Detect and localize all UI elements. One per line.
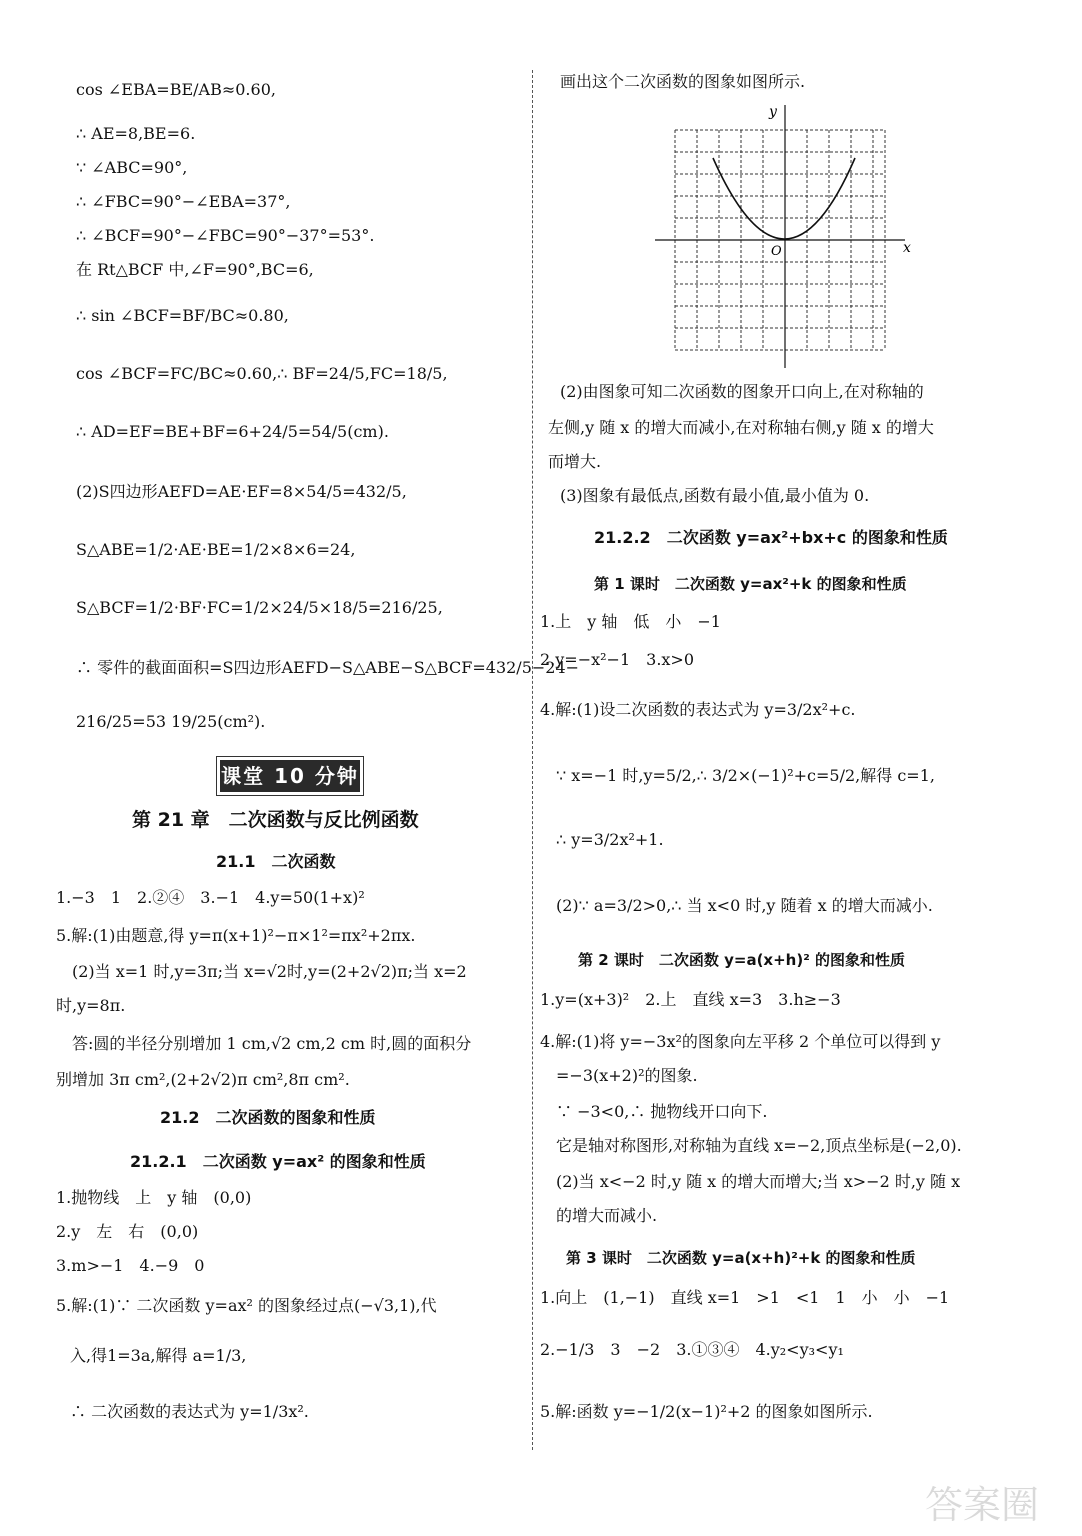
section-21-2-2: 21.2.2 二次函数 y=ax²+bx+c 的图象和性质 <box>594 528 948 547</box>
left-line-12: S△BCF=1/2·BF·FC=1/2×24/5×18/5=216/25, <box>76 598 443 617</box>
lesson-2-title: 第 2 课时 二次函数 y=a(x+h)² 的图象和性质 <box>578 951 905 969</box>
chapter-title: 第 21 章 二次函数与反比例函数 <box>132 809 419 831</box>
k3-line-2: 2.−1/3 3 −2 3.①③④ 4.y₂<y₃<y₁ <box>540 1340 844 1359</box>
k2-line-4: ∵ −3<0,∴ 抛物线开口向下. <box>556 1102 768 1121</box>
column-divider <box>532 70 533 1450</box>
left-line-8: cos ∠BCF=FC/BC≈0.60,∴ BF=24/5,FC=18/5, <box>76 364 448 383</box>
s2121-line-2: 2.y 左 右 (0,0) <box>56 1222 199 1241</box>
left-line-1: cos ∠EBA=BE/AB≈0.60, <box>76 80 276 99</box>
k3-line-1: 1.向上 (1,−1) 直线 x=1 >1 <1 1 小 小 −1 <box>540 1288 950 1307</box>
left-line-11: S△ABE=1/2·AE·BE=1/2×8×6=24, <box>76 540 356 559</box>
right-mid-2: 左侧,y 随 x 的增大而减小,在对称轴右侧,y 随 x 的增大 <box>548 418 934 437</box>
k2-line-6: (2)当 x<−2 时,y 随 x 的增大而增大;当 x>−2 时,y 随 x <box>556 1172 961 1191</box>
lesson-1-title: 第 1 课时 二次函数 y=ax²+k 的图象和性质 <box>594 575 907 593</box>
left-line-6: 在 Rt△BCF 中,∠F=90°,BC=6, <box>76 260 314 279</box>
y-axis-label: y <box>769 104 777 120</box>
right-mid-3: 而增大. <box>548 452 602 471</box>
watermark-logo: 答案圈 <box>925 1483 1040 1527</box>
s211-line-4: 时,y=8π. <box>56 996 126 1015</box>
left-line-10: (2)S四边形AEFD=AE·EF=8×54/5=432/5, <box>76 482 407 501</box>
s2121-line-1: 1.抛物线 上 y 轴 (0,0) <box>56 1188 252 1207</box>
k1-line-2: 2.y=−x²−1 3.x>0 <box>540 650 695 669</box>
s2121-line-6: ∴ 二次函数的表达式为 y=1/3x². <box>70 1402 309 1421</box>
section-21-1: 21.1 二次函数 <box>216 852 336 871</box>
left-line-3: ∵ ∠ABC=90°, <box>76 158 188 177</box>
section-banner: 课堂 10 分钟 <box>220 760 360 792</box>
left-line-9: ∴ AD=EF=BE+BF=6+24/5=54/5(cm). <box>76 422 389 441</box>
section-21-2: 21.2 二次函数的图象和性质 <box>160 1108 376 1127</box>
k2-line-2: 4.解:(1)将 y=−3x²的图象向左平移 2 个单位可以得到 y <box>540 1032 941 1051</box>
left-line-2: ∴ AE=8,BE=6. <box>76 124 196 143</box>
left-line-5: ∴ ∠BCF=90°−∠FBC=90°−37°=53°. <box>76 226 375 245</box>
section-21-2-1: 21.2.1 二次函数 y=ax² 的图象和性质 <box>130 1152 426 1171</box>
k2-line-7: 的增大而减小. <box>556 1206 658 1225</box>
right-mid-1: (2)由图象可知二次函数的图象开口向上,在对称轴的 <box>560 382 924 401</box>
k2-line-3: =−3(x+2)²的图象. <box>556 1066 698 1085</box>
left-line-4: ∴ ∠FBC=90°−∠EBA=37°, <box>76 192 291 211</box>
k1-line-1: 1.上 y 轴 低 小 −1 <box>540 612 721 631</box>
k3-line-3: 5.解:函数 y=−1/2(x−1)²+2 的图象如图所示. <box>540 1402 873 1421</box>
s211-line-3: (2)当 x=1 时,y=3π;当 x=√2时,y=(2+2√2)π;当 x=2 <box>72 962 467 981</box>
left-line-7: ∴ sin ∠BCF=BF/BC≈0.80, <box>76 306 289 325</box>
right-mid-4: (3)图象有最低点,函数有最小值,最小值为 0. <box>560 486 870 505</box>
k1-line-6: (2)∵ a=3/2>0,∴ 当 x<0 时,y 随着 x 的增大而减小. <box>556 896 933 915</box>
parabola-graph <box>655 100 925 370</box>
s211-line-5: 答:圆的半径分别增加 1 cm,√2 cm,2 cm 时,圆的面积分 <box>72 1034 472 1053</box>
s2121-line-3: 3.m>−1 4.−9 0 <box>56 1256 205 1275</box>
lesson-3-title: 第 3 课时 二次函数 y=a(x+h)²+k 的图象和性质 <box>566 1249 916 1267</box>
s211-line-2: 5.解:(1)由题意,得 y=π(x+1)²−π×1²=πx²+2πx. <box>56 926 416 945</box>
left-line-13: ∴ 零件的截面面积=S四边形AEFD−S△ABE−S△BCF=432/5−24− <box>76 658 580 677</box>
parabola-curve <box>713 158 855 239</box>
k2-line-5: 它是轴对称图形,对称轴为直线 x=−2,顶点坐标是(−2,0). <box>556 1136 962 1155</box>
k1-line-5: ∴ y=3/2x²+1. <box>556 830 664 849</box>
s2121-line-4: 5.解:(1)∵ 二次函数 y=ax² 的图象经过点(−√3,1),代 <box>56 1296 437 1315</box>
k1-line-3: 4.解:(1)设二次函数的表达式为 y=3/2x²+c. <box>540 700 856 719</box>
s211-line-6: 别增加 3π cm²,(2+2√2)π cm²,8π cm². <box>56 1070 350 1089</box>
x-axis-label: x <box>903 240 911 256</box>
s2121-line-5: 入,得1=3a,解得 a=1/3, <box>70 1346 247 1365</box>
s211-line-1: 1.−3 1 2.②④ 3.−1 4.y=50(1+x)² <box>56 888 365 907</box>
left-line-14: 216/25=53 19/25(cm²). <box>76 712 266 731</box>
k1-line-4: ∵ x=−1 时,y=5/2,∴ 3/2×(−1)²+c=5/2,解得 c=1, <box>556 766 935 785</box>
right-top-line: 画出这个二次函数的图象如图所示. <box>560 72 806 91</box>
origin-label: O <box>771 244 782 259</box>
k2-line-1: 1.y=(x+3)² 2.上 直线 x=3 3.h≥−3 <box>540 990 841 1009</box>
